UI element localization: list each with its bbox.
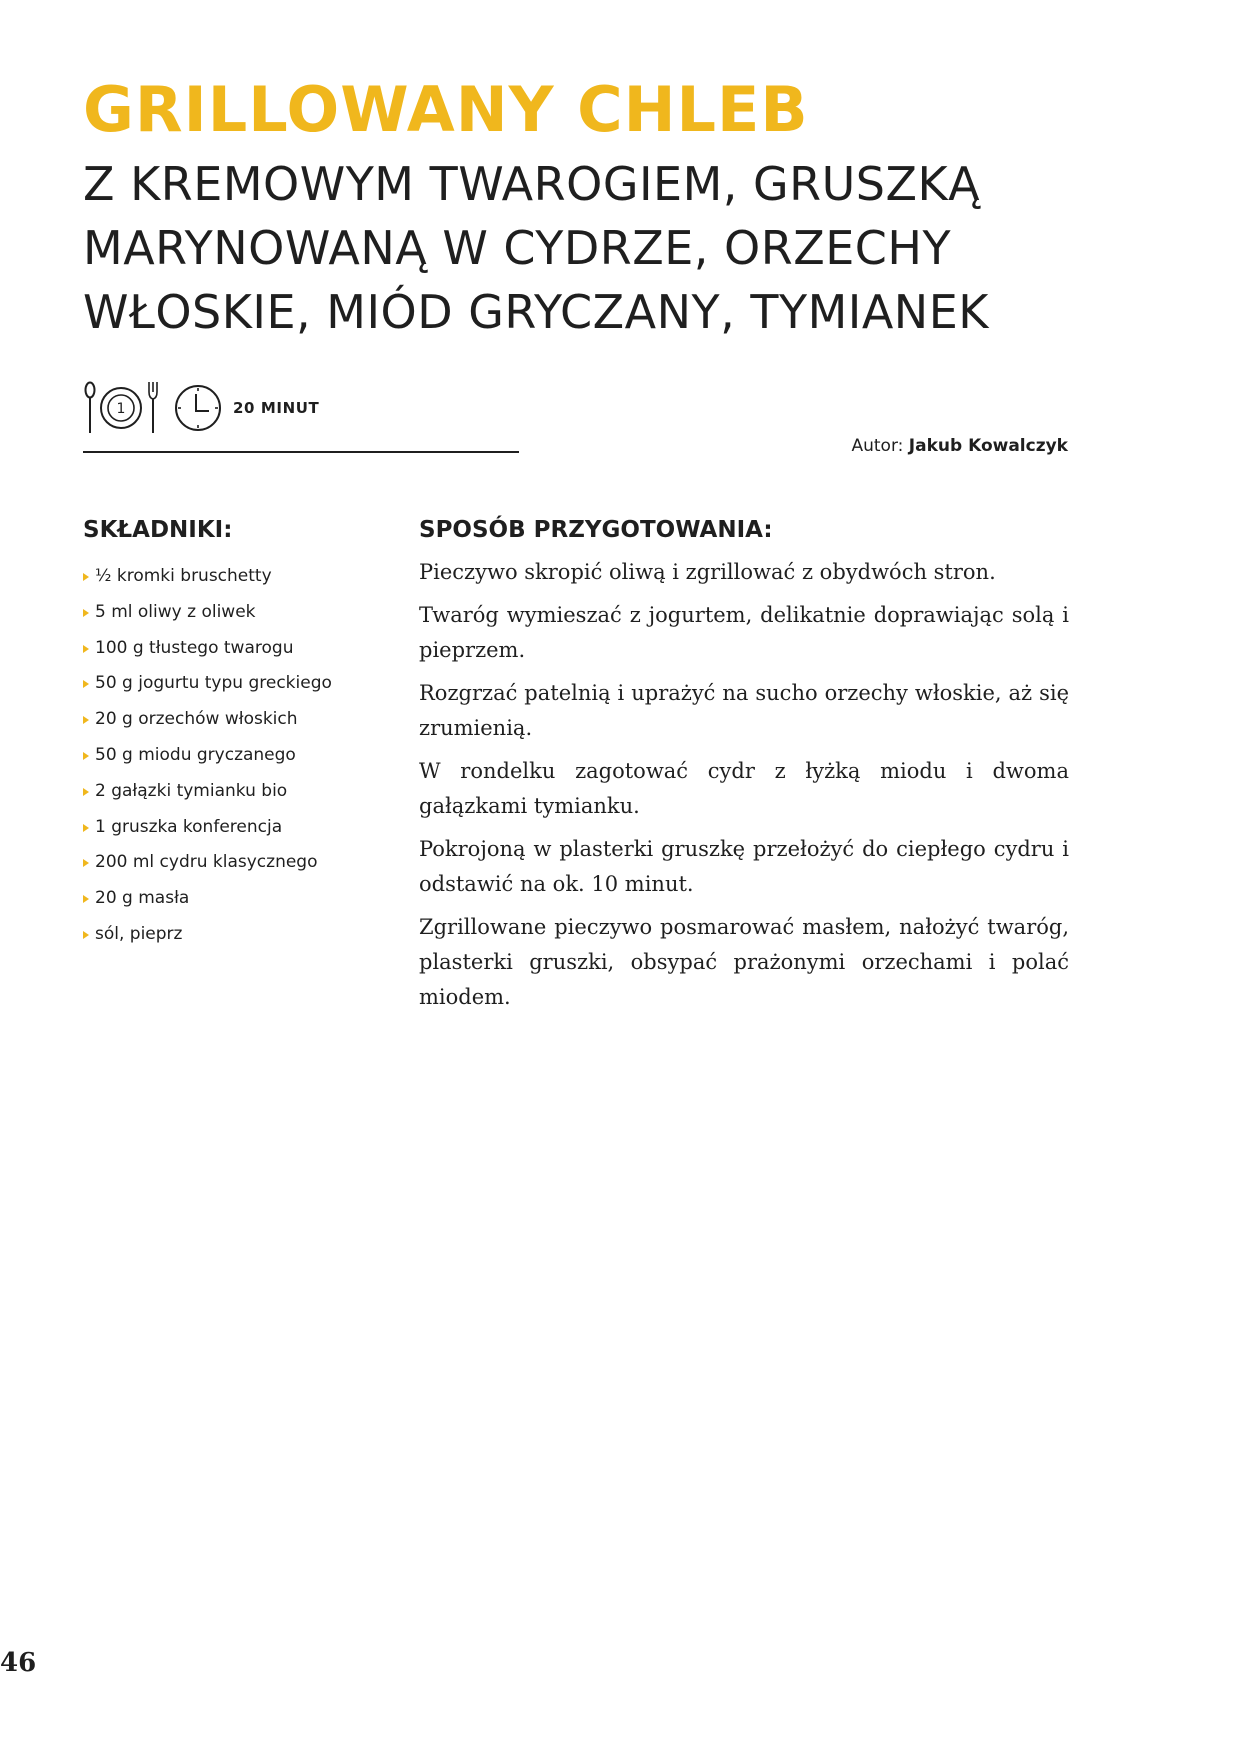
bullet-triangle-icon xyxy=(83,931,89,939)
ingredients-section xyxy=(83,515,393,953)
method-step: Rozgrzać patelnią i uprażyć na sucho orzechy włoskie, aż się zrumienią. xyxy=(419,681,1069,740)
bullet-triangle-icon xyxy=(83,788,89,796)
ingredient-item xyxy=(83,595,393,631)
recipe-subtitle xyxy=(83,152,1123,344)
ingredient-item xyxy=(83,774,393,810)
ingredients-heading: SKŁADNIKI: xyxy=(83,517,233,543)
ingredient-item xyxy=(83,917,393,953)
ingredient-text: 200 ml cydru klasycznego xyxy=(95,852,318,873)
ingredient-text: 20 g masła xyxy=(95,888,190,909)
recipe-subtitle-line: Z KREMOWYM TWAROGIEM, GRUSZKĄ xyxy=(83,157,981,211)
prep-time-label: 20 MINUT xyxy=(233,399,320,417)
recipe-meta-row xyxy=(83,380,319,436)
ingredient-item xyxy=(83,738,393,774)
ingredient-item xyxy=(83,666,393,702)
bullet-triangle-icon xyxy=(83,716,89,724)
method-step: Zgrillowane pieczywo posmarować masłem, nałożyć twaróg, plasterki gruszki, obsypać prażonymi orzechami i polać miodem. xyxy=(419,915,1069,1009)
method-step: Twaróg wymieszać z jogurtem, delikatnie doprawiając solą i pieprzem. xyxy=(419,603,1069,662)
author-label: Autor: xyxy=(851,436,904,456)
ingredient-text: 100 g tłustego twarogu xyxy=(95,637,294,658)
ingredient-item xyxy=(83,881,393,917)
bullet-triangle-icon xyxy=(83,573,89,581)
servings-number: 1 xyxy=(116,401,126,417)
ingredient-text: ½ kromki bruschetty xyxy=(95,566,272,586)
bullet-triangle-icon xyxy=(83,895,89,903)
ingredient-text: 50 g jogurtu typu greckiego xyxy=(95,673,332,694)
bullet-triangle-icon xyxy=(83,645,89,653)
ingredient-item xyxy=(83,559,393,595)
author-credit xyxy=(851,436,1068,456)
ingredient-text: 20 g orzechów włoskich xyxy=(95,709,298,730)
ingredient-text: sól, pieprz xyxy=(95,923,183,944)
bullet-triangle-icon xyxy=(83,859,89,867)
ingredient-item xyxy=(83,810,393,846)
method-heading: SPOSÓB PRZYGOTOWANIA: xyxy=(419,517,773,543)
bullet-triangle-icon xyxy=(83,609,89,617)
ingredient-item xyxy=(83,702,393,738)
page-number: 46 xyxy=(0,1648,37,1678)
bullet-triangle-icon xyxy=(83,680,89,688)
ingredient-text: 2 gałązki tymianku bio xyxy=(95,780,288,801)
author-name: Jakub Kowalczyk xyxy=(908,436,1068,456)
ingredients-list xyxy=(83,559,393,953)
ingredient-item xyxy=(83,845,393,881)
recipe-title: GRILLOWANY CHLEB xyxy=(83,73,809,146)
ingredient-item xyxy=(83,631,393,667)
clock-icon xyxy=(173,380,223,436)
ingredient-text: 50 g miodu gryczanego xyxy=(95,744,296,765)
ingredient-text: 1 gruszka konferencja xyxy=(95,816,283,837)
bullet-triangle-icon xyxy=(83,824,89,832)
recipe-subtitle-line: MARYNOWANĄ W CYDRZE, ORZECHY xyxy=(83,221,952,275)
meta-divider xyxy=(83,451,519,453)
method-step: Pokrojoną w plasterki gruszkę przełożyć do ciepłego cydru i odstawić na ok. 10 minut. xyxy=(419,837,1069,896)
recipe-subtitle-line: WŁOSKIE, MIÓD GRYCZANY, TYMIANEK xyxy=(83,285,989,339)
method-step: Pieczywo skropić oliwą i zgrillować z obydwóch stron. xyxy=(419,560,996,584)
method-section xyxy=(419,515,1069,1023)
plate-cutlery-icon xyxy=(83,380,163,436)
ingredient-text: 5 ml oliwy z oliwek xyxy=(95,601,256,622)
method-step: W rondelku zagotować cydr z łyżką miodu i dwoma gałązkami tymianku. xyxy=(419,759,1069,818)
bullet-triangle-icon xyxy=(83,752,89,760)
